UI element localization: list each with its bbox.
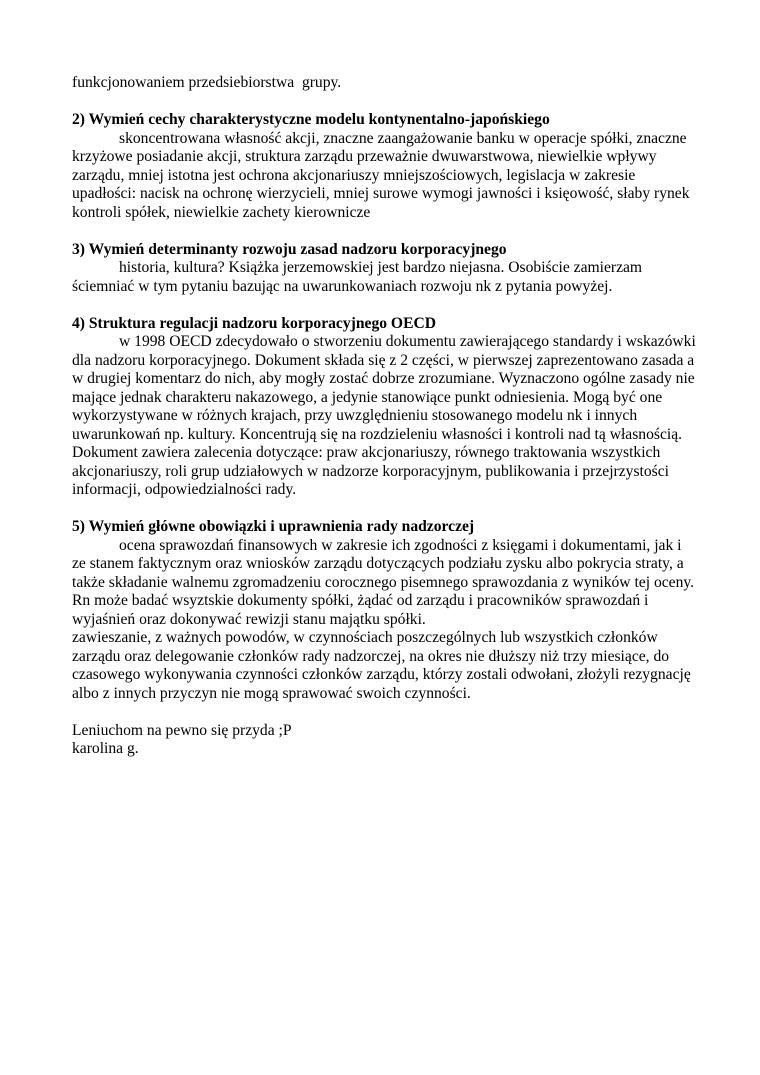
paragraph-line: kontroli spółek, niewielkie zachety kierownicze	[72, 203, 371, 221]
section-heading: 3) Wymień determinanty rozwoju zasad nadzoru korporacyjnego	[72, 240, 507, 258]
paragraph-line: zarządu, mniej istotna jest ochrona akcjonariuszy mniejszościowych, legislacja w zakresie	[72, 166, 636, 184]
paragraph-line: wyjaśnień oraz dokonywać rewizji stanu majątku spółki.	[72, 610, 426, 628]
paragraph-line: także składanie walnemu zgromadzeniu corocznego pisemnego sprawozdania z wyników tej oceny.	[72, 573, 695, 591]
intro-tail-line: funkcjonowaniem przedsiebiorstwa grupy.	[72, 74, 342, 91]
section-2	[72, 111, 690, 222]
paragraph-line: ocena sprawozdań finansowych w zakresie ich zgodności z księgami i dokumentami, jak i	[119, 536, 682, 554]
paragraph-line: ze stanem faktycznym oraz wniosków zarządu dotyczących podziału zysku albo pokrycia straty, a	[72, 555, 684, 572]
paragraph-line: akcjonariuszy, roli grup udziałowych w nadzorze korporacyjnym, publikowania i przejrzystości	[72, 462, 669, 480]
section-heading: 4) Struktura regulacji nadzoru korporacyjnego OECD	[72, 314, 436, 332]
paragraph-line: krzyżowe posiadanie akcji, struktura zarządu przeważnie dwuwarstwowa, niewielkie wpływy	[72, 148, 657, 165]
paragraph-line: w 1998 OECD zdecydowało o stworzeniu dokumentu zawierającego standardy i wskazówki	[119, 333, 696, 350]
paragraph-line: w drugiej komentarz do nich, aby mogły zostać dobrze zrozumiane. Wyznaczono ogólne zasady nie	[72, 370, 695, 387]
paragraph-line: mające jednak charakteru nakazowego, a jedynie stanowiące punkt odniesienia. Mogą być one	[72, 388, 663, 406]
paragraph-line: Dokument zawiera zalecenia dotyczące: praw akcjonariuszy, równego traktowania wszystkich	[72, 444, 661, 461]
author-name: karolina g.	[72, 740, 139, 757]
paragraph-line: informacji, odpowiedzialności rady.	[72, 481, 297, 498]
paragraph-line: Rn może badać wsyztskie dokumenty spółki, żądać od zarządu i pracowników sprawozdań i	[72, 592, 649, 609]
paragraph-line: albo z innych przyczyn nie mogą sprawować swoich czynności.	[72, 684, 471, 702]
paragraph-line: zarządu oraz delegowanie członków rady nadzorczej, na okres nie dłuższy niż trzy miesiące, do	[72, 647, 670, 665]
paragraph-line: zawieszanie, z ważnych powodów, w czynnościach poszczególnych lub wszystkich członków	[72, 629, 658, 646]
signoff-line: Leniuchom na pewno się przyda ;P	[72, 721, 292, 739]
section-heading: 2) Wymień cechy charakterystyczne modelu kontynentalno-japońskiego	[72, 111, 550, 128]
paragraph-line: skoncentrowana własność akcji, znaczne zaangażowanie banku w operacje spółki, znaczne	[119, 129, 687, 147]
section-4	[72, 314, 696, 500]
section-5	[72, 518, 695, 703]
signoff	[72, 722, 690, 759]
paragraph-line: historia, kultura? Książka jerzemowskiej jest bardzo niejasna. Osobiście zamierzam	[119, 259, 643, 276]
paragraph-line: ściemniać w tym pytaniu bazując na uwarunkowaniach rozwoju nk z pytania powyżej.	[72, 277, 613, 295]
section-heading: 5) Wymień główne obowiązki i uprawnienia rady nadzorczej	[72, 518, 475, 535]
document-page	[72, 74, 696, 759]
paragraph-line: uwarunkowań np. kultury. Koncentrują się na rozdzieleniu własności i kontroli nad tą własnością.	[72, 425, 683, 443]
paragraph-line: upadłości: nacisk na ochronę wierzycieli, mniej surowe wymogi jawności i księowość, słaby rynek	[72, 185, 690, 202]
paragraph-line: czasowego wykonywania czynności członków zarządu, którzy zostali odwołani, złożyli rezygnację	[72, 666, 691, 683]
paragraph-line: dla nadzoru korporacyjnego. Dokument składa się z 2 części, w pierwszej zaprezentowano zasada a	[72, 351, 695, 369]
paragraph-line: wykorzystywane w różnych krajach, przy uwzględnieniu stosowanego modelu nk i innych	[72, 407, 638, 424]
section-3	[72, 241, 690, 297]
